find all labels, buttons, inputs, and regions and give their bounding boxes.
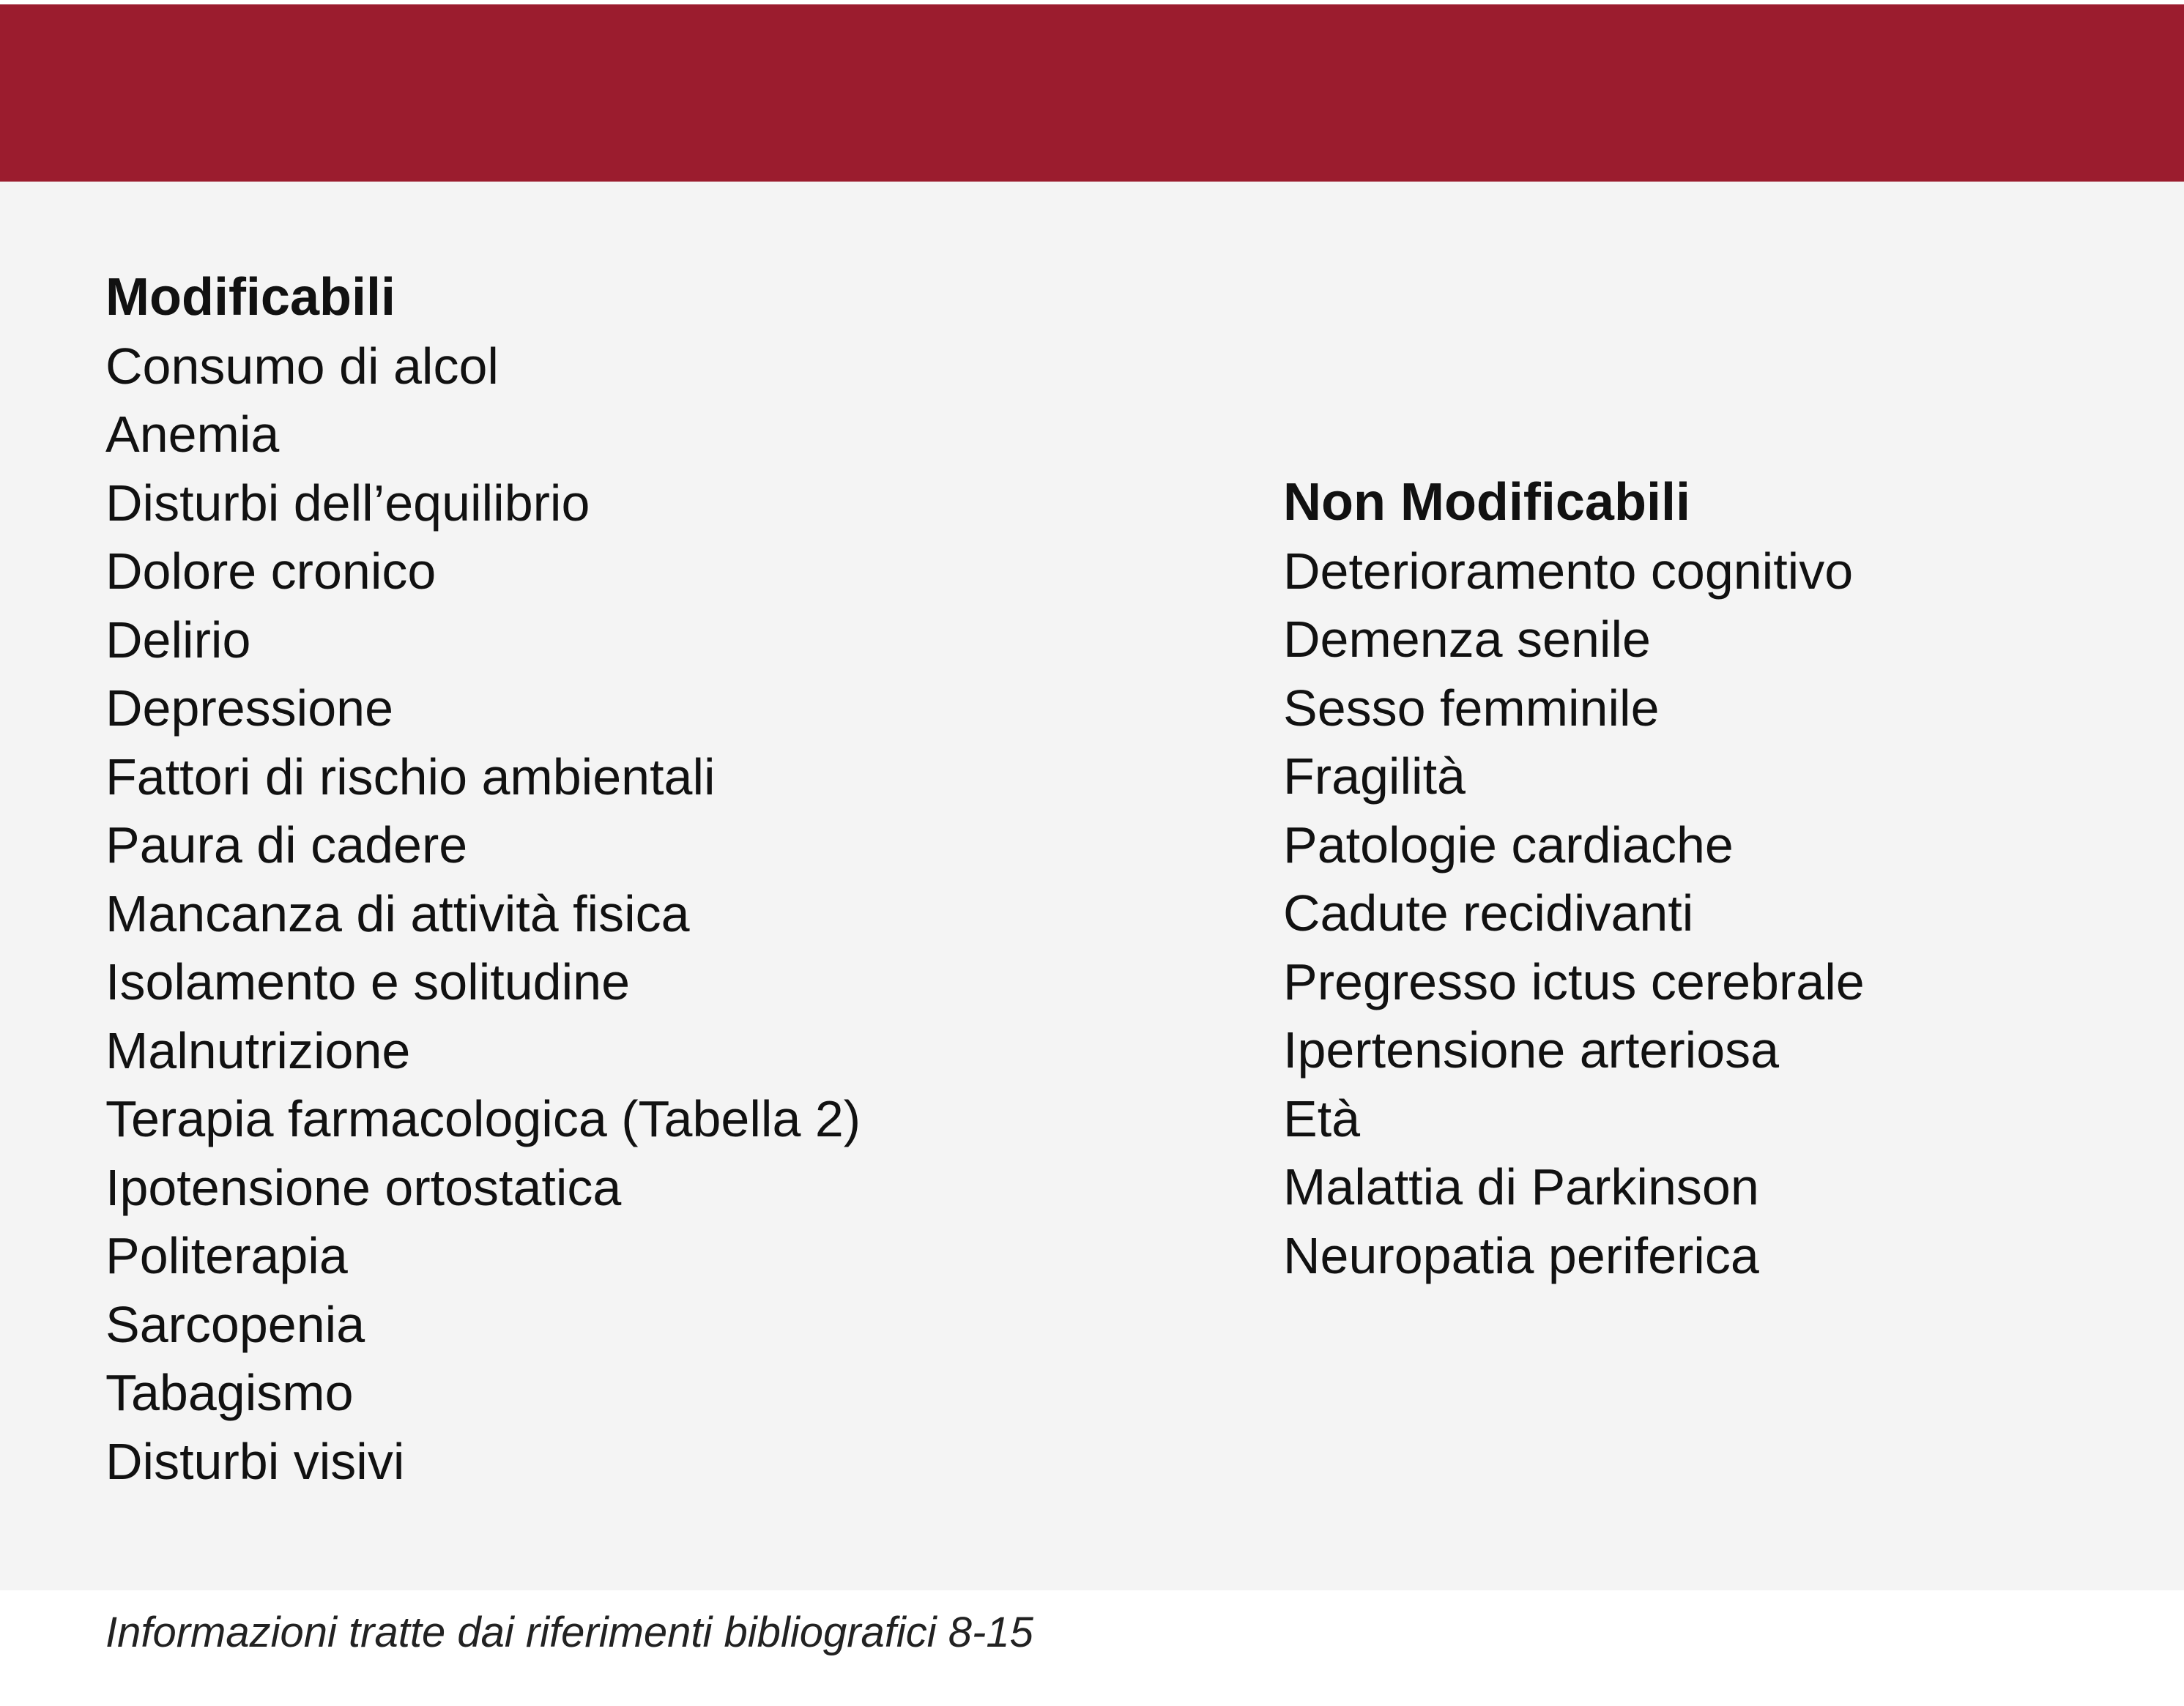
list-item: Demenza senile — [1283, 611, 1651, 668]
header-bar — [0, 4, 2184, 182]
list-item: Pregresso ictus cerebrale — [1283, 953, 1865, 1010]
list-item: Fattori di rischio ambientali — [105, 748, 716, 805]
list-item: Sarcopenia — [105, 1295, 365, 1353]
list-item: Malnutrizione — [105, 1021, 411, 1079]
list-item: Anemia — [105, 406, 280, 463]
list-item: Politerapia — [105, 1227, 348, 1284]
list-item: Cadute recidivanti — [1283, 884, 1694, 942]
list-item: Sesso femminile — [1283, 679, 1660, 737]
list-item: Delirio — [105, 611, 251, 668]
list-item: Neuropatia periferica — [1283, 1226, 1759, 1284]
list-item: Tabagismo — [105, 1364, 354, 1421]
list-item: Patologie cardiache — [1283, 816, 1734, 874]
list-item: Isolamento e solitudine — [105, 953, 630, 1010]
list-item: Mancanza di attività fisica — [105, 884, 690, 942]
list-item: Malattia di Parkinson — [1283, 1158, 1759, 1215]
source-footnote: Informazioni tratte dai riferimenti bibliografici 8-15 — [105, 1609, 1033, 1656]
list-item: Disturbi visivi — [105, 1432, 405, 1490]
list-item: Paura di cadere — [105, 816, 468, 874]
list-item: Dolore cronico — [105, 543, 437, 600]
list-item: Disturbi dell’equilibrio — [105, 474, 590, 532]
list-item: Ipotensione ortostatica — [105, 1158, 622, 1216]
list-item: Depressione — [105, 679, 393, 737]
non-modifiable-factors-list — [1283, 469, 1865, 1290]
modifiable-factors-list — [105, 264, 861, 1496]
list-item: Deterioramento cognitivo — [1283, 542, 1854, 600]
list-item: Consumo di alcol — [105, 337, 499, 395]
non-modifiable-heading: Non Modificabili — [1283, 473, 1690, 532]
list-item: Fragilità — [1283, 748, 1466, 805]
list-item: Ipertensione arteriosa — [1283, 1021, 1780, 1079]
list-item: Età — [1283, 1089, 1361, 1147]
list-item: Terapia farmacologica (Tabella 2) — [105, 1090, 861, 1147]
modifiable-heading: Modificabili — [105, 268, 395, 327]
